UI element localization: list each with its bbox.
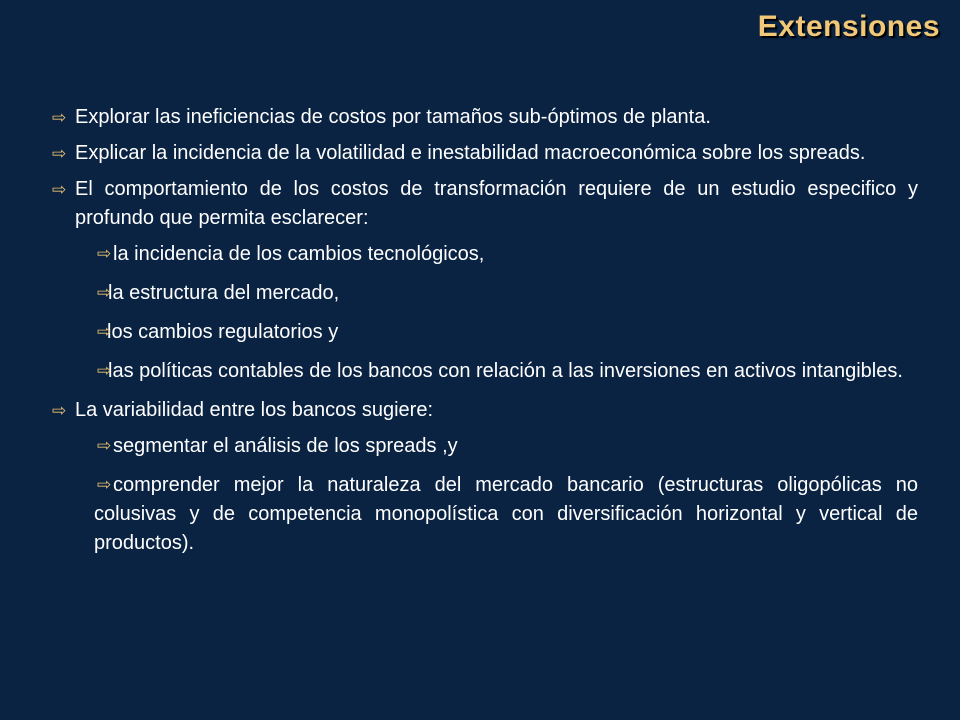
bullet-text: Explicar la incidencia de la volatilidad e inestabilidad macroeconómica sobre los spreads. [75,142,866,164]
hollow-arrow-icon: ⇨ [52,108,67,127]
hollow-arrow-icon: ⇨ [97,361,112,380]
hollow-arrow-icon: ⇨ [97,475,112,494]
sub-bullet-item [94,240,918,269]
hollow-arrow-icon: ⇨ [97,436,112,455]
sub-bullet-item [94,279,918,308]
hollow-arrow-icon: ⇨ [52,401,67,420]
sub-bullet-item [94,318,918,347]
sub-bullet-text: segmentar el análisis de los spreads ,y [113,435,458,457]
sub-bullet-text: la incidencia de los cambios tecnológicos, [113,243,485,265]
sub-bullet-item [94,432,918,461]
bullet-item [50,139,918,168]
sub-bullet-item [94,357,918,386]
bullet-text: Explorar las ineficiencias de costos por tamaños sub-óptimos de planta. [75,106,711,128]
sub-bullet-text: la estructura del mercado, [108,282,340,304]
bullet-item [50,175,918,233]
sub-bullet-item [94,471,918,558]
hollow-arrow-icon: ⇨ [52,180,67,199]
sub-bullet-text: las políticas contables de los bancos con relación a las inversiones en activos intangibles. [108,360,903,382]
hollow-arrow-icon: ⇨ [97,244,112,263]
hollow-arrow-icon: ⇨ [52,144,67,163]
sub-bullet-text: comprender mejor la naturaleza del mercado bancario (estructuras oligopólicas no colusivas y de competencia monopolística con diversificación horizontal y vertical de productos). [94,474,918,554]
slide-title: Extensiones [757,10,940,43]
bullet-list [50,103,918,568]
hollow-arrow-icon: ⇨ [97,283,112,302]
sub-bullet-text: los cambios regulatorios y [107,321,339,343]
bullet-text: El comportamiento de los costos de transformación requiere de un estudio especifico y profundo que permita esclarecer: [75,178,918,229]
bullet-item [50,103,918,132]
hollow-arrow-icon: ⇨ [97,322,112,341]
bullet-text: La variabilidad entre los bancos sugiere: [75,399,433,421]
bullet-item [50,396,918,425]
